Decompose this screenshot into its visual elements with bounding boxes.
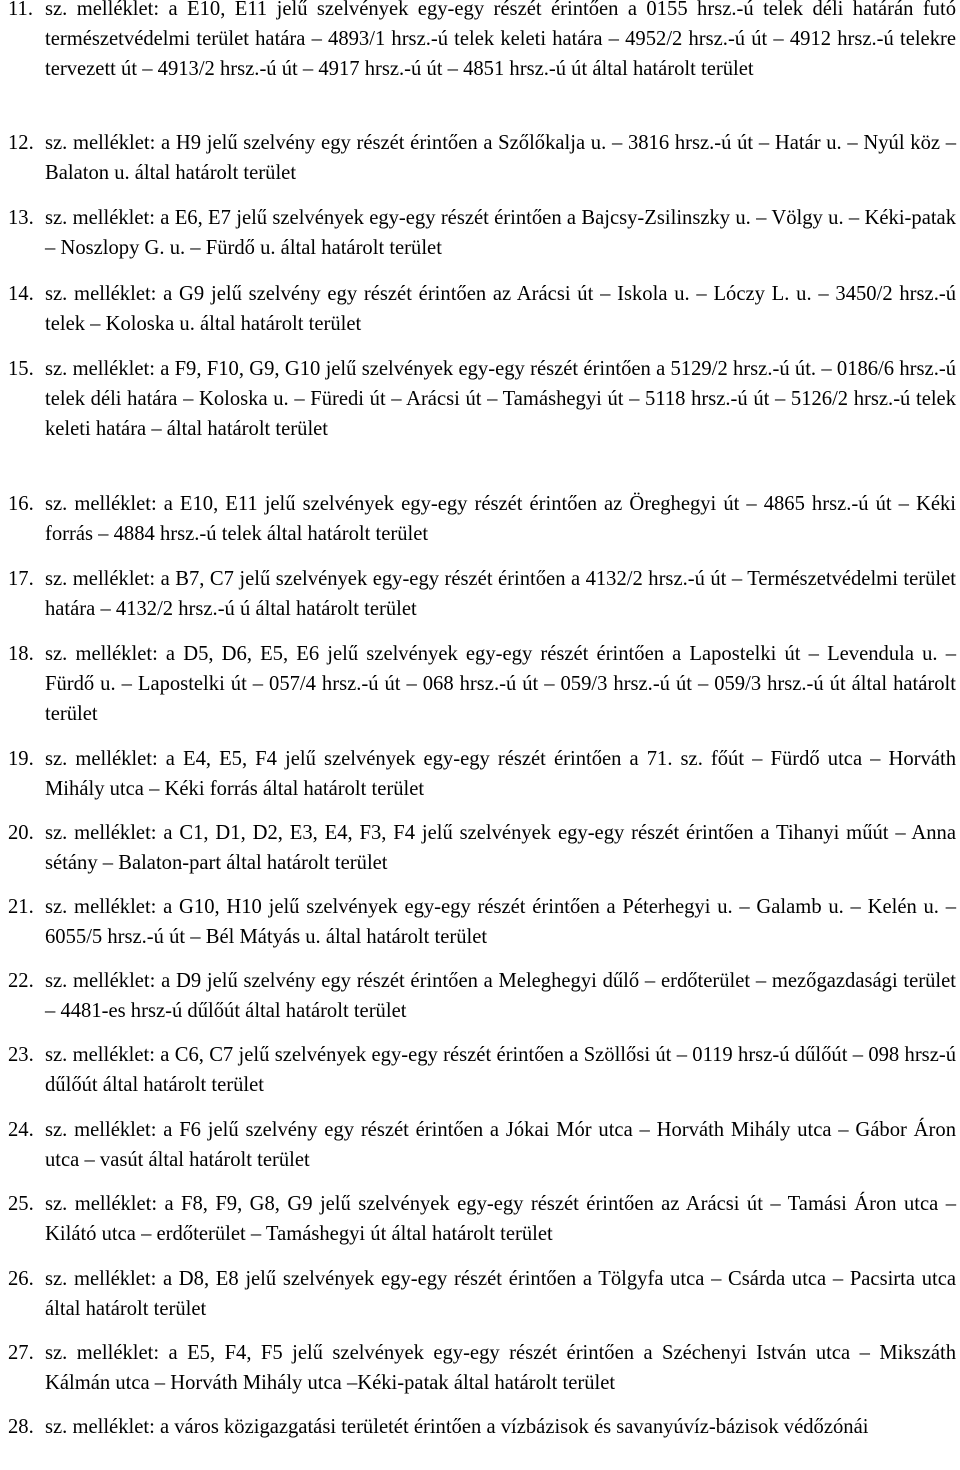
list-item	[8, 639, 956, 729]
list-item	[8, 1264, 956, 1324]
list-item	[8, 744, 956, 804]
list-item	[8, 354, 956, 444]
item-text: sz. melléklet: a C6, C7 jelű szelvények egy-egy részét érintően a Szöllősi út – 0119 hrsz-ú dűlőút – 098 hrsz-ú dűlőút által határolt terület	[45, 1044, 956, 1096]
item-number: 12.	[8, 132, 34, 154]
item-text: sz. melléklet: a E5, F4, F5 jelű szelvények egy-egy részét érintően a Széchenyi István utca – Mikszáth Kálmán utca – Horváth Mihály utca –Kéki-patak által határolt terület	[45, 1342, 956, 1394]
item-text: sz. melléklet: a E6, E7 jelű szelvények egy-egy részét érintően a Bajcsy-Zsilinszky u. – Völgy u. – Kéki-patak – Noszlopy G. u. – Fürdő u. által határolt terület	[45, 207, 956, 259]
item-text: sz. melléklet: a F6 jelű szelvény egy részét érintően a Jókai Mór utca – Horváth Mihály utca – Gábor Áron utca – vasút által határolt terület	[45, 1119, 956, 1171]
list-item	[8, 128, 956, 188]
item-number: 27.	[8, 1342, 34, 1364]
item-text: sz. melléklet: a C1, D1, D2, E3, E4, F3, F4 jelű szelvények egy-egy részét érintően a Tihanyi műút – Anna sétány – Balaton-part által határolt terület	[45, 822, 956, 874]
list-item	[8, 1115, 956, 1175]
item-number: 23.	[8, 1044, 34, 1066]
list-item	[8, 1412, 956, 1442]
item-text: sz. melléklet: a F9, F10, G9, G10 jelű szelvények egy-egy részét érintően a 5129/2 hrsz.-ú út. – 0186/6 hrsz.-ú telek déli határa – Koloska u. – Füredi út – Arácsi út – Tamáshegyi út – 5118 hrsz.-ú út – 5126/2 hrsz.-ú telek keleti határa – által határolt terület	[45, 358, 956, 440]
item-number: 14.	[8, 283, 34, 305]
item-number: 28.	[8, 1416, 34, 1438]
list-item	[8, 818, 956, 878]
item-number: 16.	[8, 493, 34, 515]
list-item	[8, 564, 956, 624]
item-number: 25.	[8, 1193, 34, 1215]
list-item	[8, 0, 956, 84]
item-text: sz. melléklet: a E4, E5, F4 jelű szelvények egy-egy részét érintően a 71. sz. főút – Fürdő utca – Horváth Mihály utca – Kéki forrás által határolt terület	[45, 748, 956, 800]
list-item	[8, 1040, 956, 1100]
item-text: sz. melléklet: a D8, E8 jelű szelvények egy-egy részét érintően a Tölgyfa utca – Csárda utca – Pacsirta utca által határolt terület	[45, 1268, 956, 1320]
list-item	[8, 489, 956, 549]
item-text: sz. melléklet: a D5, D6, E5, E6 jelű szelvények egy-egy részét érintően a Lapostelki út – Levendula u. – Fürdő u. – Lapostelki út – 057/4 hrsz.-ú út – 068 hrsz.-ú út – 059/3 hrsz.-ú út – 059/3 hrsz.-ú út által határolt terület	[45, 643, 956, 725]
item-text: sz. melléklet: a G9 jelű szelvény egy részét érintően az Arácsi út – Iskola u. – Lóczy L. u. – 3450/2 hrsz.-ú telek – Koloska u. által határolt terület	[45, 283, 956, 335]
list-item	[8, 203, 956, 263]
item-number: 26.	[8, 1268, 34, 1290]
item-text: sz. melléklet: a F8, F9, G8, G9 jelű szelvények egy-egy részét érintően az Arácsi út – Tamási Áron utca – Kilátó utca – erdőterület – Tamáshegyi út által határolt terület	[45, 1193, 956, 1245]
item-text: sz. melléklet: a E10, E11 jelű szelvények egy-egy részét érintően az Öreghegyi út – 4865 hrsz.-ú út – Kéki forrás – 4884 hrsz.-ú telek által határolt terület	[45, 493, 956, 545]
list-item	[8, 966, 956, 1026]
list-item	[8, 279, 956, 339]
item-number: 21.	[8, 896, 34, 918]
item-number: 17.	[8, 568, 34, 590]
list-item	[8, 892, 956, 952]
item-text: sz. melléklet: a H9 jelű szelvény egy részét érintően a Szőlőkalja u. – 3816 hrsz.-ú út – Határ u. – Nyúl köz – Balaton u. által határolt terület	[45, 132, 956, 184]
list-item	[8, 1338, 956, 1398]
item-number: 24.	[8, 1119, 34, 1141]
item-text: sz. melléklet: a E10, E11 jelű szelvények egy-egy részét érintően a 0155 hrsz.-ú telek déli határán futó természetvédelmi terület határa – 4893/1 hrsz.-ú telek keleti határa – 4952/2 hrsz.-ú út – 4912 hrsz.-ú telekre tervezett út – 4913/2 hrsz.-ú út – 4917 hrsz.-ú út – 4851 hrsz.-ú út által határolt terület	[45, 0, 956, 80]
item-number: 11.	[8, 0, 33, 20]
item-text: sz. melléklet: a D9 jelű szelvény egy részét érintően a Meleghegyi dűlő – erdőterület – mezőgazdasági terület – 4481-es hrsz-ú dűlőút által határolt terület	[45, 970, 956, 1022]
item-number: 22.	[8, 970, 34, 992]
item-number: 20.	[8, 822, 34, 844]
item-text: sz. melléklet: a B7, C7 jelű szelvények egy-egy részét érintően a 4132/2 hrsz.-ú út – Természetvédelmi terület határa – 4132/2 hrsz.-ú ú által határolt terület	[45, 568, 956, 620]
item-text: sz. melléklet: a G10, H10 jelű szelvények egy-egy részét érintően a Péterhegyi u. – Galamb u. – Kelén u. – 6055/5 hrsz.-ú út – Bél Mátyás u. által határolt terület	[45, 896, 956, 948]
item-number: 15.	[8, 358, 34, 380]
item-text: sz. melléklet: a város közigazgatási területét érintően a vízbázisok és savanyúvíz-bázisok védőzónái	[45, 1416, 869, 1438]
list-item	[8, 1189, 956, 1249]
item-number: 13.	[8, 207, 34, 229]
item-number: 18.	[8, 643, 34, 665]
item-number: 19.	[8, 748, 34, 770]
